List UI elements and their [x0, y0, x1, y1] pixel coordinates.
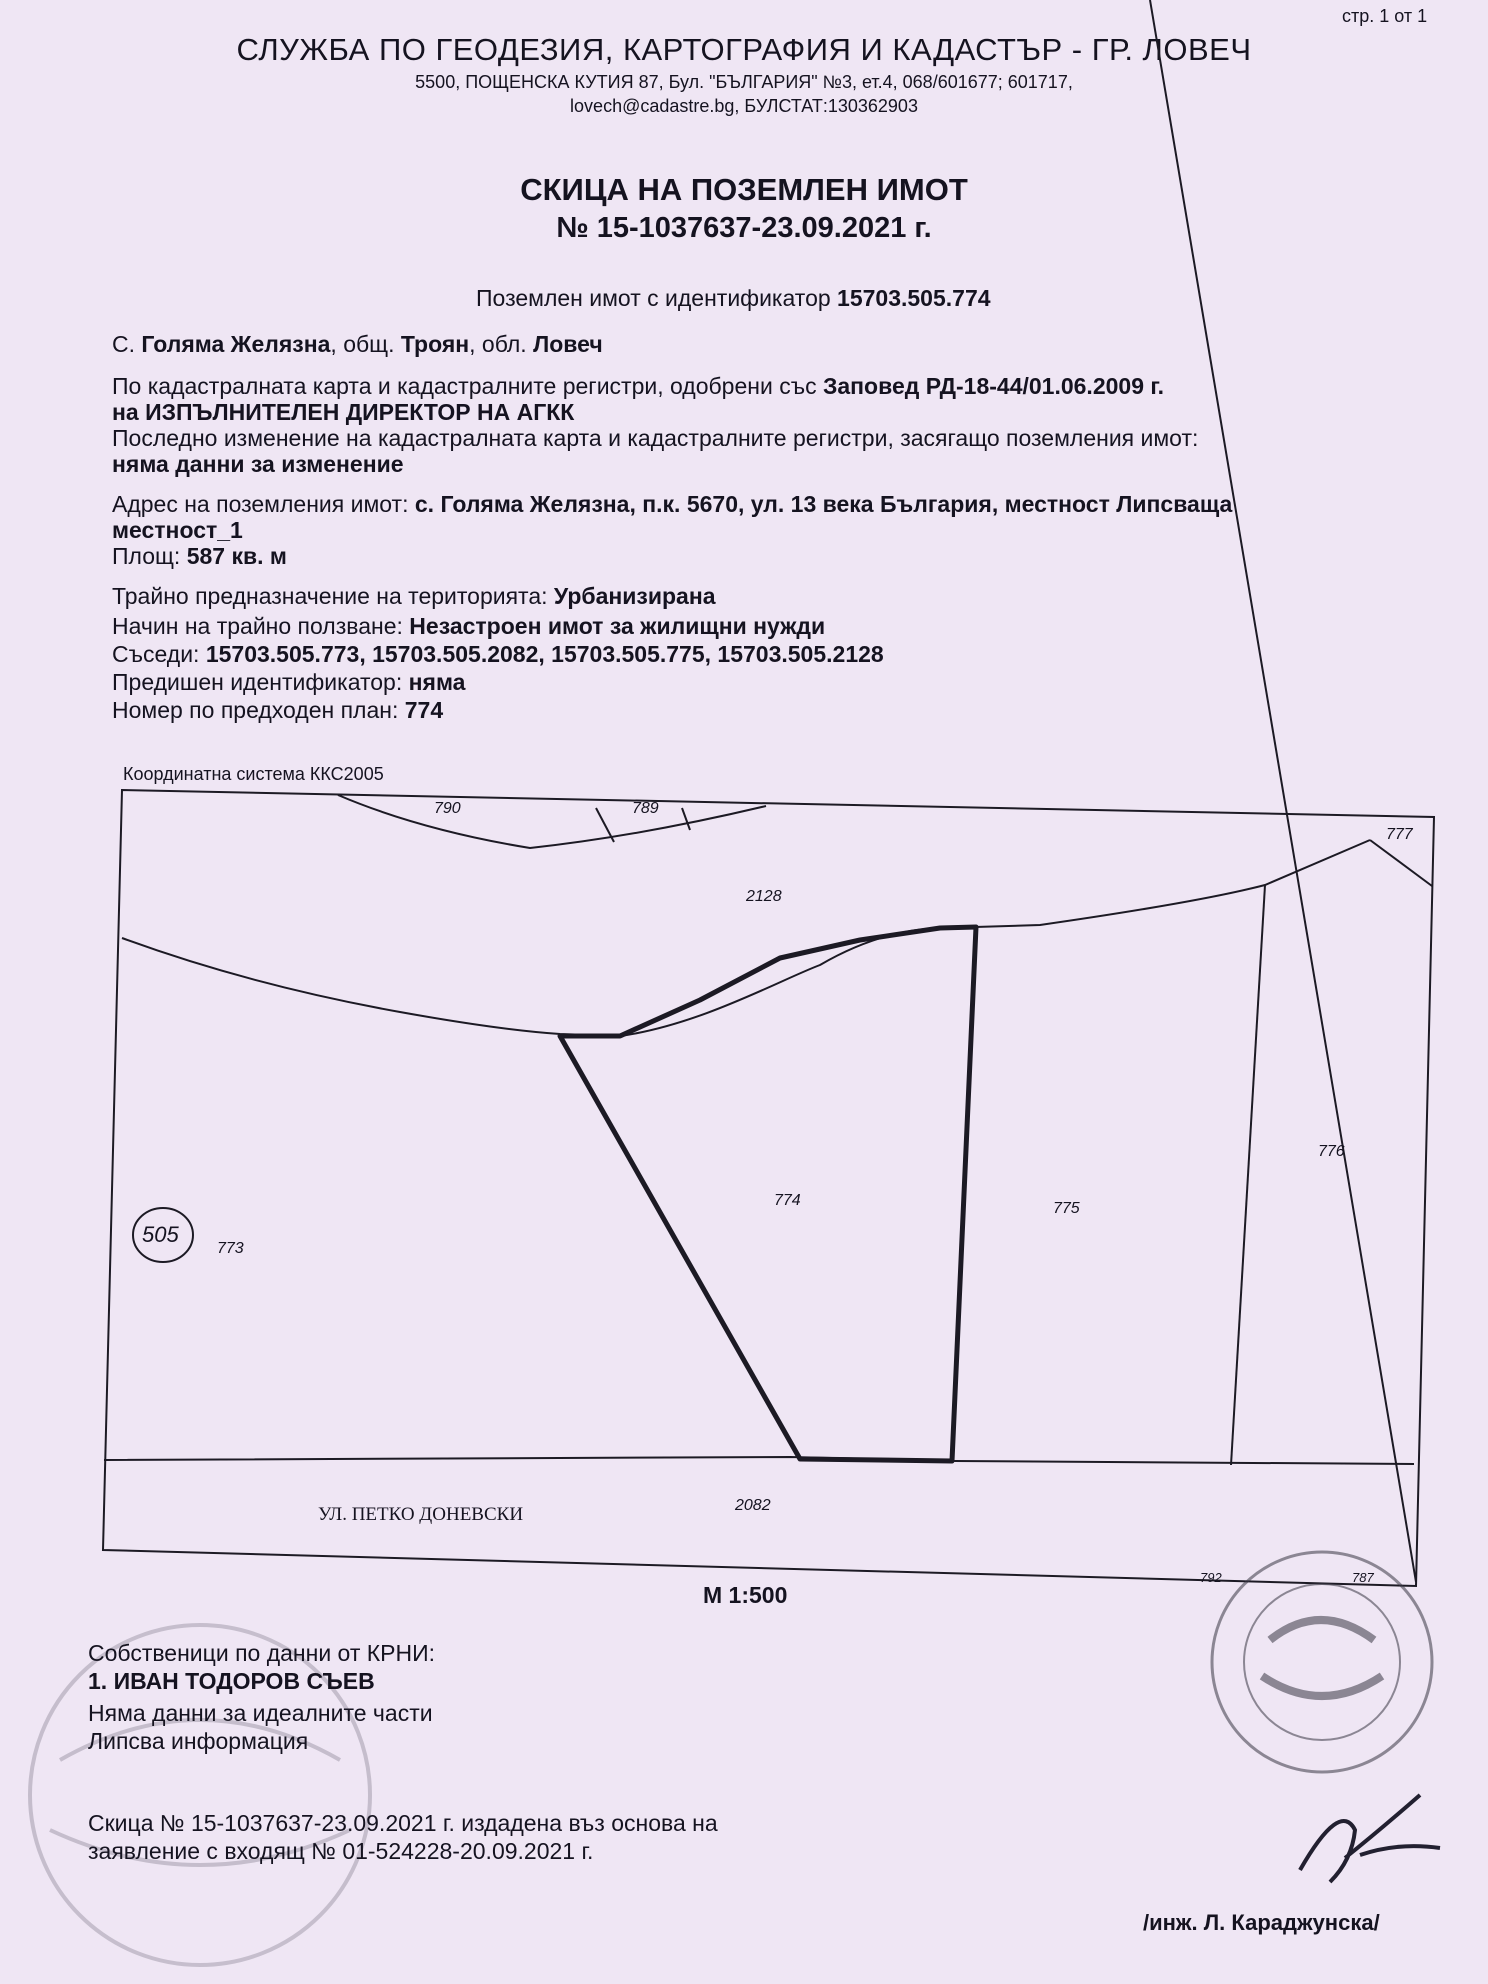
last-change-label: Последно изменение на кадастралната карта и кадастралните регистри, засягащо поземления имот:	[112, 425, 1199, 451]
boundary-776	[1231, 885, 1265, 1465]
agency-name: СЛУЖБА ПО ГЕОДЕЗИЯ, КАРТОГРАФИЯ И КАДАСТЪР - ГР. ЛОВЕЧ	[236, 32, 1252, 67]
parcel-label-787: 787	[1352, 1570, 1374, 1585]
signature	[1300, 1795, 1440, 1882]
parcel-label-775: 775	[1053, 1200, 1080, 1217]
order-by: на ИЗПЪЛНИТЕЛЕН ДИРЕКТОР НА АГКК	[112, 399, 575, 425]
quarter-number: 505	[142, 1222, 179, 1247]
owner-missing-info: Липсва информация	[88, 1728, 309, 1754]
address-value-2: местност_1	[112, 517, 243, 543]
village-name: Голяма Желязна	[141, 331, 331, 357]
page-number: стр. 1 от 1	[1342, 6, 1428, 26]
region-name: Ловеч	[533, 331, 603, 357]
engineer-name: /инж. Л. Караджунска/	[1143, 1910, 1380, 1935]
owners-heading: Собственици по данни от КРНИ:	[88, 1640, 436, 1666]
region-prefix: , обл.	[469, 331, 527, 357]
village-prefix: С.	[112, 331, 135, 357]
area-label: Площ:	[112, 543, 181, 569]
boundary-2128	[122, 840, 1370, 1036]
boundary-street	[104, 1457, 1414, 1464]
document-number: № 15-1037637-23.09.2021 г.	[556, 212, 932, 244]
parcel-label-777: 777	[1386, 826, 1413, 843]
parcel-label-773: 773	[217, 1240, 244, 1257]
agency-address: 5500, ПОЩЕНСКА КУТИЯ 87, Бул. "БЪЛГАРИЯ" №3, ет.4, 068/601677; 601717,	[415, 72, 1073, 92]
parcel-label-2128: 2128	[746, 888, 782, 905]
previous-plan-value: 774	[404, 697, 444, 723]
address-value: с. Голяма Желязна, п.к. 5670, ул. 13 века България, местност Липсваща	[414, 491, 1233, 517]
parcel-label-790: 790	[434, 800, 461, 817]
map-frame	[103, 790, 1434, 1586]
footer-line-2: заявление с входящ № 01-524228-20.09.2021 г.	[88, 1838, 594, 1864]
purpose-value: Урбанизирана	[553, 583, 716, 609]
address-label: Адрес на поземления имот:	[112, 491, 409, 517]
order-value: Заповед РД-18-44/01.06.2009 г.	[822, 373, 1165, 399]
municipality-prefix: , общ.	[330, 331, 395, 357]
previous-id-label: Предишен идентификатор:	[112, 669, 403, 695]
official-stamp	[1212, 1552, 1432, 1772]
parcel-label-792: 792	[1200, 1570, 1222, 1585]
footer-line-1: Скица № 15-1037637-23.09.2021 г. издадена въз основа на	[88, 1810, 718, 1836]
document-title: СКИЦА НА ПОЗЕМЛЕН ИМОТ	[520, 172, 968, 207]
previous-id-value: няма	[408, 669, 466, 695]
last-change-value: няма данни за изменение	[112, 451, 404, 477]
previous-plan-label: Номер по предходен план:	[112, 697, 399, 723]
coordinate-system: Координатна система ККС2005	[123, 764, 384, 784]
boundary-792	[1150, 0, 1416, 1582]
boundary-790	[338, 795, 766, 848]
agency-contact: lovech@cadastre.bg, БУЛСТАТ:130362903	[570, 96, 918, 116]
divider-789b	[682, 808, 690, 830]
order-text: По кадастралната карта и кадастралните регистри, одобрени със	[112, 373, 817, 399]
area-value: 587 кв. м	[186, 543, 287, 569]
usage-value: Незастроен имот за жилищни нужди	[409, 613, 826, 639]
municipality-name: Троян	[400, 331, 470, 357]
map-scale: М 1:500	[703, 1582, 788, 1608]
identifier-value: 15703.505.774	[837, 285, 991, 311]
parcel-774-boundary	[560, 927, 976, 1461]
parcel-label-789: 789	[632, 800, 659, 817]
owner-shares: Няма данни за идеалните части	[88, 1700, 433, 1726]
identifier-label: Поземлен имот с идентификатор	[476, 285, 831, 311]
neighbors-label: Съседи:	[112, 641, 200, 667]
street-name: УЛ. ПЕТКО ДОНЕВСКИ	[318, 1504, 524, 1525]
parcel-label-776: 776	[1318, 1143, 1345, 1160]
usage-label: Начин на трайно ползване:	[112, 613, 403, 639]
owner-1: 1. ИВАН ТОДОРОВ СЪЕВ	[88, 1668, 375, 1694]
divider-789	[596, 808, 614, 842]
neighbors-value: 15703.505.773, 15703.505.2082, 15703.505.775, 15703.505.2128	[205, 641, 884, 667]
parcel-label-774: 774	[774, 1192, 801, 1209]
parcel-label-2082: 2082	[735, 1497, 771, 1514]
boundary-777	[1370, 840, 1432, 886]
purpose-label: Трайно предназначение на територията:	[112, 583, 548, 609]
